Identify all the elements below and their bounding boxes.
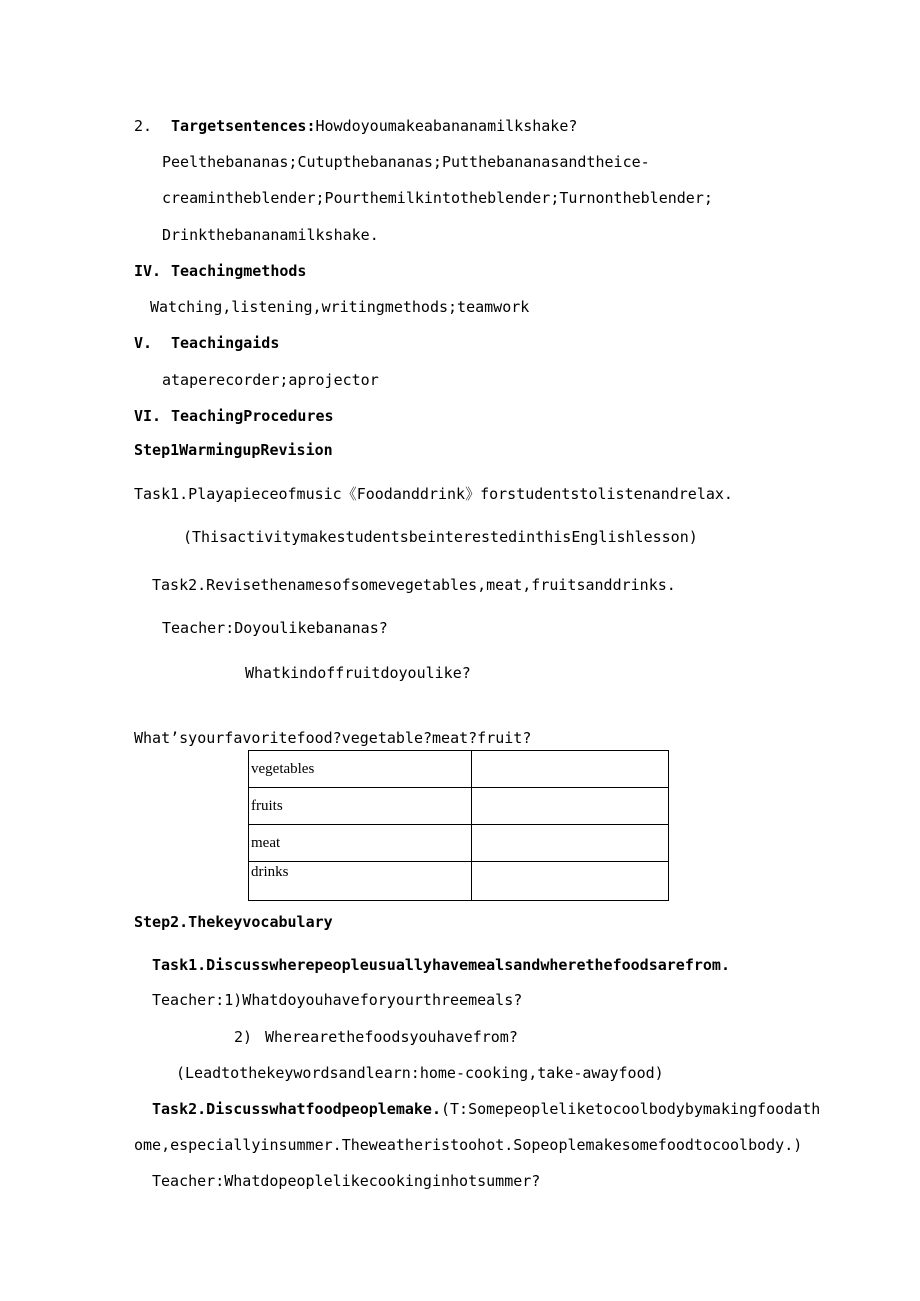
procedures-number: VI. bbox=[134, 407, 162, 425]
target-sentence-line: Peelthebananas;Cutupthebananas;Putthebananasandtheice- bbox=[162, 153, 650, 171]
aids-number: V. bbox=[134, 334, 153, 352]
target-sentence-line: Drinkthebananamilkshake. bbox=[162, 226, 379, 244]
step2-task2-label: Task2.Discusswhatfoodpeoplemake. bbox=[152, 1100, 441, 1118]
step2-lead-note: (Leadtothekeywordsandlearn:home-cooking,take-awayfood) bbox=[176, 1064, 664, 1082]
step2-task2-note-cont: ome,especiallyinsummer.Theweatheristoohot.Sopeoplemakesomefoodtocoolbody.) bbox=[134, 1136, 803, 1154]
step2-task2-line bbox=[152, 1099, 820, 1119]
methods-heading: Teachingmethods bbox=[171, 262, 307, 280]
step1-task1-note: (ThisactivitymakestudentsbeinterestedinthisEnglishlesson) bbox=[183, 528, 698, 546]
target-number: 2. bbox=[134, 117, 153, 135]
table-cell-category: meat bbox=[249, 825, 472, 862]
table-cell-answer[interactable] bbox=[472, 825, 669, 862]
target-sentence-line: creamintheblender;Pourthemilkintotheblender;Turnontheblender; bbox=[162, 189, 713, 207]
table-row bbox=[249, 862, 669, 901]
aids-text: ataperecorder;aprojector bbox=[162, 371, 379, 389]
step1-teacher-question: Teacher:Doyoulikebananas? bbox=[162, 619, 388, 637]
favorite-food-question: What’syourfavoritefood?vegetable?meat?fruit? bbox=[134, 729, 532, 747]
step2-teacher-question: Teacher:1)Whatdoyouhaveforyourthreemeals? bbox=[152, 991, 523, 1009]
table-cell-answer[interactable] bbox=[472, 788, 669, 825]
methods-number: IV. bbox=[134, 262, 162, 280]
step1-heading: Step1WarmingupRevision bbox=[134, 441, 333, 459]
step2-heading: Step2.Thekeyvocabulary bbox=[134, 913, 333, 931]
methods-text: Watching,listening,writingmethods;teamwork bbox=[150, 298, 530, 316]
step1-task2: Task2.Revisethenamesofsomevegetables,meat,fruitsanddrinks. bbox=[152, 576, 676, 594]
step1-task1: Task1.Playapieceofmusic《Foodanddrink》forstudentstolistenandrelax. bbox=[134, 485, 733, 503]
target-line bbox=[171, 116, 577, 136]
table-row bbox=[249, 825, 669, 862]
table-cell-category: vegetables bbox=[249, 751, 472, 788]
aids-heading: Teachingaids bbox=[171, 334, 280, 352]
table-cell-category: fruits bbox=[249, 788, 472, 825]
table-row bbox=[249, 751, 669, 788]
table-cell-answer[interactable] bbox=[472, 751, 669, 788]
step2-task1: Task1.Discusswherepeopleusuallyhavemealsandwherethefoodsarefrom. bbox=[152, 956, 730, 974]
table-cell-answer[interactable] bbox=[472, 862, 669, 901]
step2-task2-note: (T:Somepeopleliketocoolbodybymakingfoodath bbox=[440, 1100, 821, 1118]
step2-teacher-question: Teacher:Whatdopeoplelikecookinginhotsummer? bbox=[152, 1172, 541, 1190]
target-question: Howdoyoumakeabananamilkshake? bbox=[315, 117, 578, 135]
step1-teacher-question: Whatkindoffruitdoyoulike? bbox=[245, 664, 471, 682]
table-row bbox=[249, 788, 669, 825]
step2-question-number: 2) bbox=[234, 1028, 253, 1046]
procedures-heading: TeachingProcedures bbox=[171, 407, 334, 425]
step2-teacher-question: Wherearethefoodsyouhavefrom? bbox=[265, 1028, 518, 1046]
table-cell-category: drinks bbox=[249, 862, 472, 901]
food-category-table bbox=[248, 750, 669, 901]
target-label: Targetsentences: bbox=[171, 117, 316, 135]
